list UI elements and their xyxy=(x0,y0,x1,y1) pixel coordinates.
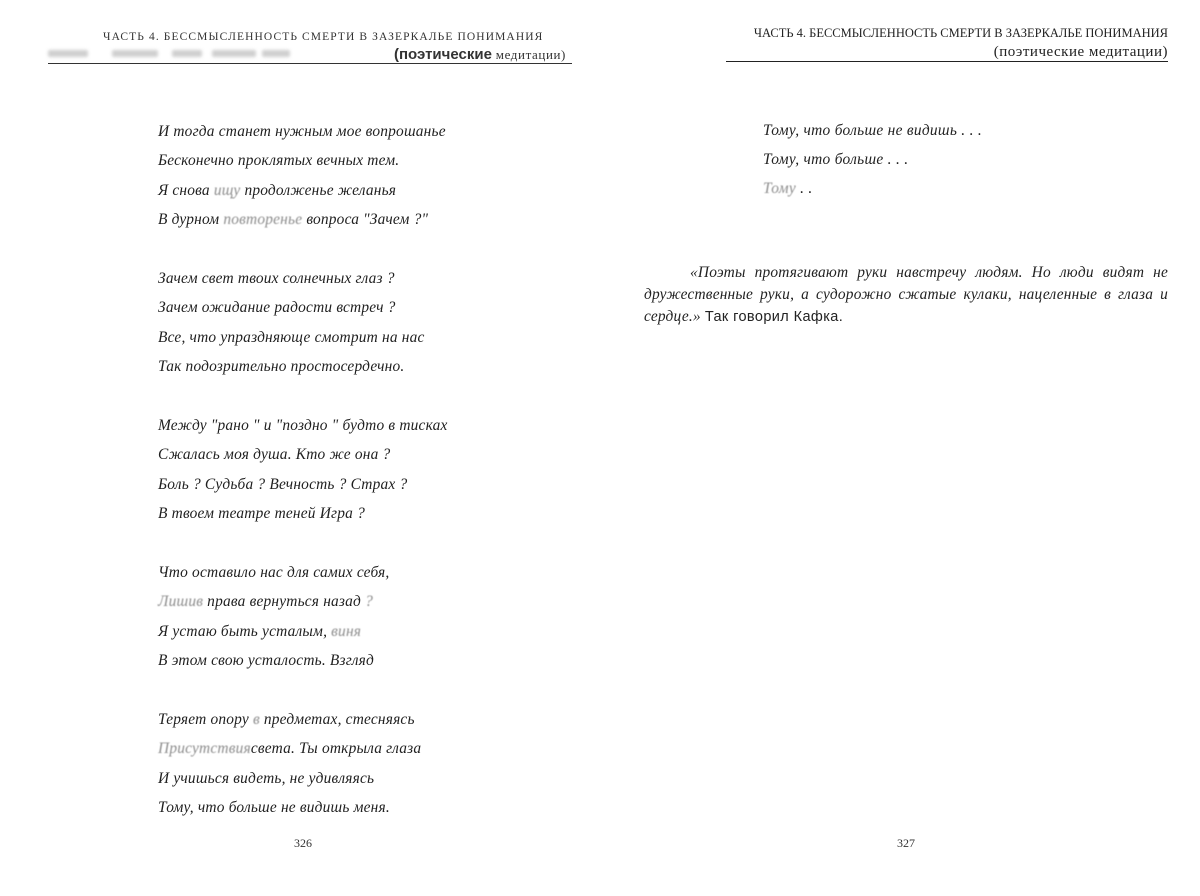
blurred-artifact xyxy=(48,50,88,57)
right-page xyxy=(600,0,1200,896)
poem-line xyxy=(158,764,578,793)
poem-line xyxy=(158,646,578,675)
subtitle-rest: медитации) xyxy=(495,47,566,62)
poem-line xyxy=(158,617,578,646)
line-text: Так подозрительно простосердечно. xyxy=(158,358,405,376)
blurred-word: повторенье xyxy=(223,211,303,229)
poem-line xyxy=(158,293,578,322)
poem-line xyxy=(158,205,578,234)
line-text: Теряет опору xyxy=(158,710,253,728)
blurred-word: Тому xyxy=(763,180,796,197)
line-text: продолженье желанья xyxy=(240,181,397,199)
poem-line xyxy=(158,117,578,146)
poem-line xyxy=(158,352,578,381)
line-text: В дурном xyxy=(158,211,224,229)
poem-line xyxy=(158,411,578,440)
poem-line xyxy=(158,264,578,293)
poem-line xyxy=(763,174,1143,203)
blurred-artifact xyxy=(262,50,290,57)
poem-line xyxy=(158,705,578,734)
line-text: вопроса "Зачем ?" xyxy=(302,211,429,229)
subtitle-bold: (поэтические xyxy=(393,46,492,63)
line-text: Что оставило нас для самих себя, xyxy=(158,563,390,581)
line-text: Тому, что больше . . . xyxy=(763,151,909,168)
page-number: 326 xyxy=(294,836,312,850)
line-text: Я снова xyxy=(158,181,214,199)
line-text: В этом свою усталость. Взгляд xyxy=(158,652,374,670)
poem-line xyxy=(158,470,578,499)
blurred-artifact xyxy=(172,50,202,57)
line-text: И тогда станет нужным мое вопрошанье xyxy=(158,123,446,140)
running-header-subtitle xyxy=(48,46,572,64)
stanza-break xyxy=(158,675,578,704)
line-text: предметах, стесняясь xyxy=(259,710,415,728)
blurred-artifact xyxy=(112,50,158,57)
page-number: 327 xyxy=(897,836,915,850)
line-text: Между "рано " и "поздно " будто в тисках xyxy=(158,416,448,434)
blurred-word: ищу xyxy=(213,181,241,199)
running-header-subtitle: (поэтические медитации) xyxy=(726,44,1168,62)
poem-line xyxy=(158,440,578,469)
blurred-word: в xyxy=(252,710,260,728)
quote-attribution: Так говорил Кафка. xyxy=(704,309,844,325)
stanza-break xyxy=(158,528,578,557)
poem-line xyxy=(158,587,578,616)
line-text: И учишься видеть, не удивляясь xyxy=(158,769,375,787)
line-text: Тому, что больше не видишь меня. xyxy=(158,798,390,816)
poem-line xyxy=(158,558,578,587)
blurred-word: виня xyxy=(331,622,362,640)
line-text: Я устаю быть усталым, xyxy=(158,622,332,640)
line-text: Бесконечно проклятых вечных тем. xyxy=(158,152,400,170)
line-text: Зачем свет твоих солнечных глаз ? xyxy=(158,269,395,287)
poem-ending xyxy=(763,116,1143,203)
poem xyxy=(158,117,578,822)
line-text: В твоем театре теней Игра ? xyxy=(158,505,365,523)
blurred-word: ? xyxy=(365,593,373,611)
poem-line xyxy=(158,176,578,205)
poem-line xyxy=(763,145,1143,174)
poem-line xyxy=(158,323,578,352)
poem-line xyxy=(158,793,578,822)
quote-text: «Поэты протягивают руки навстречу людям. Но люди видят не дружественные руки, а судорожно сжатые кулаки, нацеленные в глаза и сердце.» xyxy=(644,264,1168,325)
stanza-break xyxy=(158,382,578,411)
line-text: Сжалась моя душа. Кто же она ? xyxy=(158,446,391,464)
poem-line xyxy=(158,499,578,528)
poem-line xyxy=(158,146,578,175)
line-text: права вернуться назад xyxy=(203,593,366,611)
blurred-artifact xyxy=(212,50,256,57)
line-text: Все, что упраздняюще смотрит на нас xyxy=(158,328,425,346)
line-text: . . xyxy=(795,180,813,197)
running-header-title: ЧАСТЬ 4. БЕССМЫСЛЕННОСТЬ СМЕРТИ В ЗАЗЕРКАЛЬЕ ПОНИМАНИЯ xyxy=(753,26,1168,40)
poem-line xyxy=(763,116,1143,145)
line-text: Боль ? Судьба ? Вечность ? Страх ? xyxy=(158,475,408,493)
running-header-title: ЧАСТЬ 4. БЕССМЫСЛЕННОСТЬ СМЕРТИ В ЗАЗЕРКАЛЬЕ ПОНИМАНИЯ xyxy=(103,31,544,43)
poem-line xyxy=(158,734,578,763)
line-text: Зачем ожидание радости встреч ? xyxy=(158,299,396,317)
line-text: Тому, что больше не видишь . . . xyxy=(763,122,983,139)
blurred-word: Присутствия xyxy=(158,740,251,758)
subtitle-text xyxy=(394,46,566,63)
blurred-word: Лишив xyxy=(158,593,204,611)
line-text: света. Ты открыла глаза xyxy=(250,740,422,758)
kafka-quote xyxy=(644,262,1168,328)
stanza-break xyxy=(158,235,578,264)
